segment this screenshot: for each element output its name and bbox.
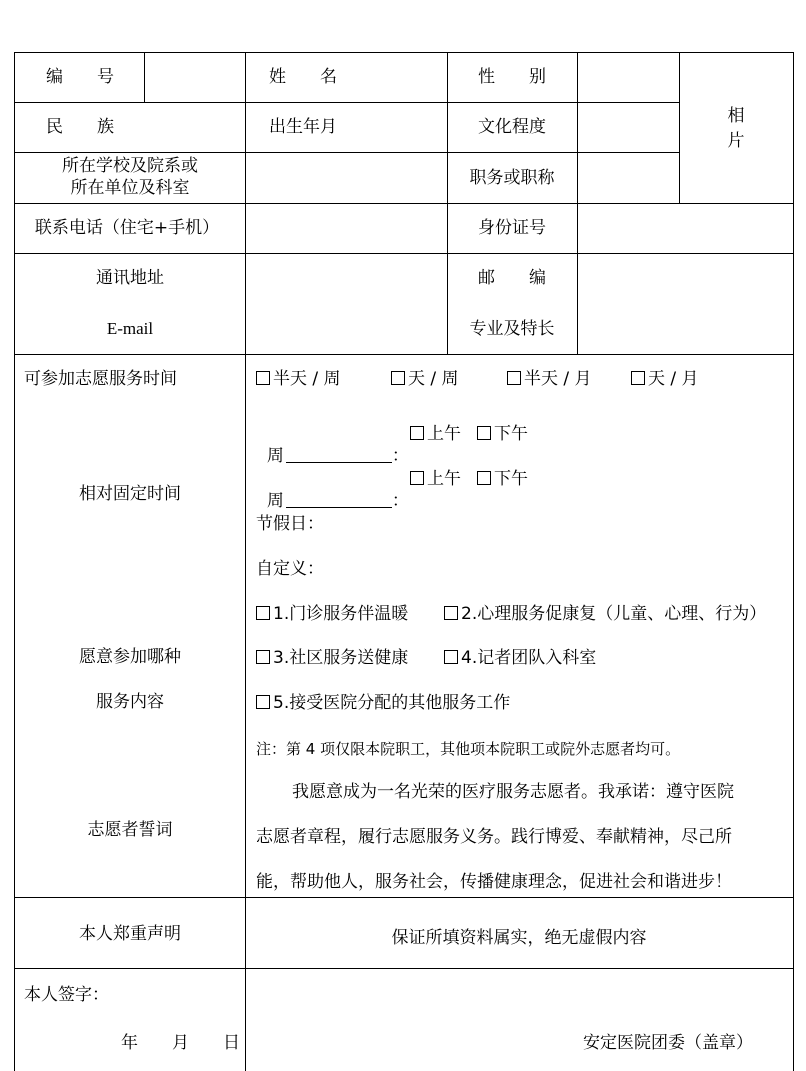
checkbox[interactable] [256,606,270,620]
checkbox[interactable] [391,371,405,385]
oath-line-1: 我愿意成为一名光荣的医疗服务志愿者。我承诺：遵守医院 [292,782,734,802]
row-border [14,152,679,153]
weekday-blank[interactable] [286,446,392,463]
phone-label: 联系电话（住宅+手机） [34,218,220,238]
service-note: 注：第 4 项仅限本院职工，其他项本院职工或院外志愿者均可。 [256,740,681,758]
am-option-2[interactable]: 上午 [410,468,461,490]
col-border [245,52,246,1071]
service-content-label-2: 服务内容 [96,692,164,712]
row-border [14,52,793,53]
content-option-2[interactable]: 2.心理服务促康复（儿童、心理、行为） [444,603,766,625]
oath-line-2: 志愿者章程，履行志愿服务义务。践行博爱、奉献精神，尽己所 [256,827,732,847]
signature-label: 本人签字： [24,985,109,1005]
fixed-time-row-2: 周 ： [266,491,409,511]
specialty-label: 专业及特长 [469,319,555,339]
checkbox[interactable] [256,371,270,385]
id-label: 身份证号 [478,218,546,238]
checkbox[interactable] [410,471,424,485]
option-half-day-month[interactable]: 半天 / 月 [507,368,592,390]
stamp-label: 安定医院团委（盖章） [583,1033,753,1053]
row-border [14,102,679,103]
holiday-label: 节假日： [256,514,324,534]
pm-option-1[interactable]: 下午 [477,423,528,445]
oath-line-3: 能，帮助他人，服务社会，传播健康理念，促进社会和谐进步！ [256,872,732,892]
am-option-1[interactable]: 上午 [410,423,461,445]
row-border [14,203,793,204]
checkbox[interactable] [444,650,458,664]
service-content-label-1: 愿意参加哪种 [79,647,181,667]
col-border [144,52,145,102]
checkbox[interactable] [444,606,458,620]
fixed-time-label: 相对固定时间 [79,484,181,504]
col-border [793,52,794,1071]
col-border [577,52,578,354]
service-time-label: 可参加志愿服务时间 [24,369,177,389]
row-border [14,253,793,254]
checkbox[interactable] [256,695,270,709]
checkbox[interactable] [410,426,424,440]
content-option-5[interactable]: 5.接受医院分配的其他服务工作 [256,692,510,714]
col-border [14,52,15,1071]
checkbox[interactable] [477,471,491,485]
title-label: 职务或职称 [469,168,555,188]
option-half-day-week[interactable]: 半天 / 周 [256,368,341,390]
checkbox[interactable] [631,371,645,385]
oath-label: 志愿者誓词 [87,820,173,840]
declaration-text: 保证所填资料属实，绝无虚假内容 [391,928,647,948]
weekday-blank[interactable] [286,491,392,508]
education-label: 文化程度 [478,117,546,137]
col-border [447,52,448,354]
col-border [679,52,680,203]
pm-option-2[interactable]: 下午 [477,468,528,490]
signature-date: 年 月 日 [121,1033,240,1053]
school-label: 所在学校及院系或 所在单位及科室 [62,156,198,198]
content-option-4[interactable]: 4.记者团队入科室 [444,647,596,669]
content-option-1[interactable]: 1.门诊服务伴温暖 [256,603,408,625]
number-field[interactable] [146,54,243,100]
checkbox[interactable] [256,650,270,664]
postcode-label: 邮 编 [478,268,546,288]
row-border [14,897,793,898]
declaration-label: 本人郑重声明 [79,924,181,944]
custom-label: 自定义： [256,559,324,579]
row-border [14,968,793,969]
photo-label: 相 片 [727,106,745,151]
checkbox[interactable] [507,371,521,385]
option-day-month[interactable]: 天 / 月 [631,368,699,390]
content-option-3[interactable]: 3.社区服务送健康 [256,647,408,669]
gender-label: 性 别 [478,67,546,87]
name-label: 姓 名 [269,67,337,87]
email-label: E-mail [106,319,154,338]
ethnicity-label: 民 族 [46,117,114,137]
address-label: 通讯地址 [96,268,164,288]
checkbox[interactable] [477,426,491,440]
row-border [14,354,793,355]
birth-label: 出生年月 [269,117,337,137]
option-day-week[interactable]: 天 / 周 [391,368,459,390]
fixed-time-row-1: 周 ： [266,446,409,466]
number-label: 编 号 [46,67,114,87]
